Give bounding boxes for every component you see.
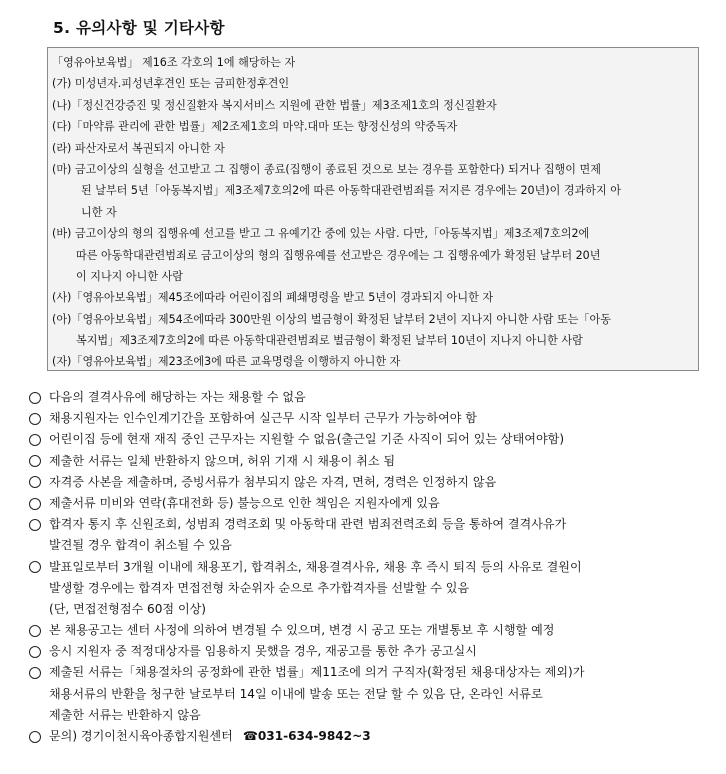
circle-bullet-icon bbox=[29, 434, 41, 446]
list-item bbox=[29, 557, 709, 578]
circle-bullet-icon bbox=[29, 646, 41, 658]
contact-item bbox=[29, 726, 709, 747]
note-text: 채용지원자는 인수인계기간을 포함하여 실근무 시작 일부터 근무가 가능하여야 함 bbox=[49, 411, 477, 426]
box-line: 이 지나지 아니한 사람 bbox=[76, 269, 184, 283]
list-item bbox=[29, 429, 709, 450]
list-item bbox=[29, 641, 709, 662]
list-item bbox=[29, 387, 709, 408]
note-text: 제출된 서류는「채용절차의 공정화에 관한 법률」제11조에 의거 구직자(확정된 채용대상자는 제외)가 bbox=[49, 665, 585, 680]
note-text: 제출서류 미비와 연락(휴대전화 등) 불능으로 인한 책임은 지원자에게 있음 bbox=[49, 495, 440, 510]
box-line: (자)「영유아보육법」제23조에3에 따른 교육명령을 이행하지 아니한 자 bbox=[52, 355, 401, 369]
box-line: (사)「영유아보육법」제45조에따라 어린이집의 폐쇄명령을 받고 5년이 경과되지 아니한 자 bbox=[52, 291, 494, 305]
list-item bbox=[29, 620, 709, 641]
list-item-continuation bbox=[29, 599, 709, 620]
note-text: 발견될 경우 합격이 취소될 수 있음 bbox=[49, 538, 232, 553]
note-text: 발생할 경우에는 합격자 면접전형 차순위자 순으로 추가합격자를 선발할 수 있음 bbox=[49, 580, 470, 595]
circle-bullet-icon bbox=[29, 561, 41, 573]
box-line: (마) 금고이상의 실형을 선고받고 그 집행이 종료(집행이 종료된 것으로 보는 경우를 포함한다) 되거나 집행이 면제 bbox=[52, 162, 601, 176]
box-line: 니한 자 bbox=[81, 205, 117, 219]
note-text: 합격자 통지 후 신원조회, 성범죄 경력조회 및 아동학대 관련 범죄전력조회 등을 통하여 결격사유가 bbox=[49, 517, 567, 532]
list-item-continuation bbox=[29, 705, 709, 726]
circle-bullet-icon bbox=[29, 667, 41, 679]
box-line: (아)「영유아보육법」제54조에따라 300만원 이상의 벌금형이 확정된 날부터 2년이 지나지 아니한 사람 또는「아동 bbox=[52, 312, 611, 326]
box-line: 복지법」제3조제7호의2에 따른 아동학대관련범죄로 벌금형이 확정된 날부터 10년이 지나지 아니한 사람 bbox=[76, 334, 583, 348]
box-line: (다)「마약류 관리에 관한 법률」제2조제1호의 마약.대마 또는 향정신성의 약중독자 bbox=[52, 120, 458, 134]
note-text: 응시 지원자 중 적정대상자를 임용하지 못했을 경우, 재공고를 통한 추가 공고실시 bbox=[49, 644, 477, 659]
list-item bbox=[29, 493, 709, 514]
note-text: 채용서류의 반환을 청구한 날로부터 14일 이내에 발송 또는 전달 할 수 있음 단, 온라인 서류로 bbox=[49, 686, 543, 701]
list-item bbox=[29, 514, 709, 535]
box-line: (나)「정신건강증진 및 정신질환자 복지서비스 지원에 관한 법률」제3조제1호의 정신질환자 bbox=[52, 98, 497, 112]
box-line: (라) 파산자로서 복권되지 아니한 자 bbox=[52, 141, 225, 155]
note-text: 발표일로부터 3개월 이내에 채용포기, 합격취소, 채용결격사유, 채용 후 즉시 퇴직 등의 사유로 결원이 bbox=[49, 559, 582, 574]
section-title: 5. 유의사항 및 기타사항 bbox=[53, 19, 225, 37]
circle-bullet-icon bbox=[29, 476, 41, 488]
list-item bbox=[29, 662, 709, 683]
phone-number: ☎031-634-9842~3 bbox=[242, 729, 371, 743]
list-item bbox=[29, 451, 709, 472]
circle-bullet-icon bbox=[29, 625, 41, 637]
disqualification-box bbox=[47, 47, 699, 371]
circle-bullet-icon bbox=[29, 498, 41, 510]
list-item-continuation bbox=[29, 578, 709, 599]
note-text: 자격증 사본을 제출하며, 증빙서류가 첨부되지 않은 자격, 면허, 경력은 인정하지 않음 bbox=[49, 474, 497, 489]
note-text: 본 채용공고는 센터 사정에 의하여 변경될 수 있으며, 변경 시 공고 또는 개별통보 후 시행할 예정 bbox=[49, 623, 555, 638]
contact-text: 문의) 경기이천시육아종합지원센터 bbox=[49, 729, 233, 743]
box-line: (바) 금고이상의 형의 집행유예 선고를 받고 그 유예기간 중에 있는 사람. 다만,「아동복지법」제3조제7호의2에 bbox=[52, 227, 590, 241]
notes-list bbox=[29, 387, 709, 747]
circle-bullet-icon bbox=[29, 731, 41, 743]
note-text: (단, 면접전형점수 60점 이상) bbox=[49, 601, 207, 616]
box-line: 된 날부터 5년「아동복지법」제3조제7호의2에 따른 아동학대관련범죄를 저지른 경우에는 20년)이 경과하지 아 bbox=[81, 184, 621, 198]
box-line: (가) 미성년자.피성년후견인 또는 금피한정후견인 bbox=[52, 77, 290, 91]
box-line: 「영유아보육법」 제16조 각호의 1에 해당하는 자 bbox=[52, 56, 296, 69]
list-item bbox=[29, 472, 709, 493]
note-text: 다음의 결격사유에 해당하는 자는 채용할 수 없음 bbox=[49, 390, 306, 404]
list-item-continuation bbox=[29, 535, 709, 556]
box-line: 따른 아동학대관련범죄로 금고이상의 형의 집행유예를 선고받은 경우에는 그 집행유예가 확정된 날부터 20년 bbox=[76, 248, 601, 262]
circle-bullet-icon bbox=[29, 392, 41, 404]
circle-bullet-icon bbox=[29, 413, 41, 425]
list-item bbox=[29, 408, 709, 429]
note-text: 제출한 서류는 일체 반환하지 않으며, 허위 기재 시 채용이 취소 됨 bbox=[49, 453, 396, 468]
circle-bullet-icon bbox=[29, 455, 41, 467]
note-text: 어린이집 등에 현재 재직 중인 근무자는 지원할 수 없음(출근일 기준 사직이 되어 있는 상태여야함) bbox=[49, 432, 565, 447]
list-item-continuation bbox=[29, 684, 709, 705]
note-text: 제출한 서류는 반환하지 않음 bbox=[49, 707, 201, 722]
circle-bullet-icon bbox=[29, 519, 41, 531]
